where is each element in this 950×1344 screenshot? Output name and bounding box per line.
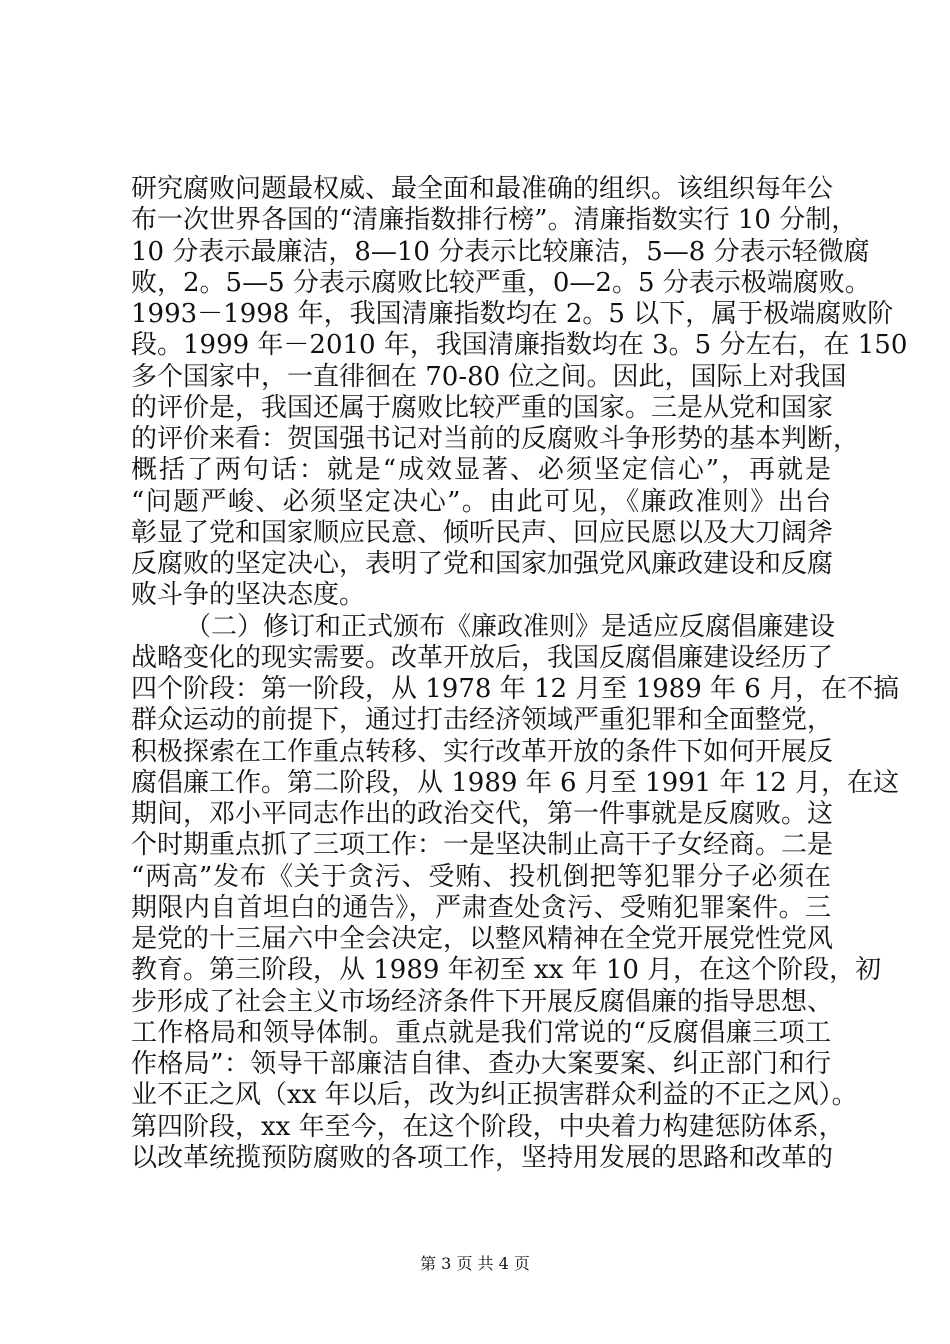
text-line: 期限内自首坦白的通告》，严肃查处贪污、受贿犯罪案件。三 [131, 892, 831, 923]
text-line: 研究腐败问题最权威、最全面和最准确的组织。该组织每年公 [131, 174, 834, 204]
text-line: 1993－1998 年，我国清廉指数均在 2。5 以下，属于极端腐败阶 [131, 299, 894, 329]
text-line: 败，2。5—5 分表示腐败比较严重，0—2。5 分表示极端腐败。 [131, 267, 871, 298]
text-line: 工作格局和领导体制。重点就是我们常说的“反腐倡廉三项工 [131, 1017, 831, 1048]
body-text [131, 174, 908, 1174]
text-line: 个时期重点抓了三项工作：一是坚决制止高干子女经商。二是 [131, 830, 834, 861]
text-line: 布一次世界各国的“清廉指数排行榜”。清廉指数实行 10 分制， [131, 205, 858, 236]
text-line: 概括了两句话：就是“成效显著、必须坚定信心”，再就是 [131, 455, 831, 486]
text-line: 群众运动的前提下，通过打击经济领域严重犯罪和全面整党， [131, 705, 834, 736]
text-line: 以改革统揽预防腐败的各项工作，坚持用发展的思路和改革的 [131, 1142, 834, 1173]
text-line: 段。1999 年－2010 年，我国清廉指数均在 3。5 分左右，在 150 [131, 330, 908, 361]
text-line: 步形成了社会主义市场经济条件下开展反腐倡廉的指导思想、 [131, 986, 834, 1017]
text-line: 第四阶段，xx 年至今，在这个阶段，中央着力构建惩防体系， [131, 1111, 845, 1142]
text-line: 10 分表示最廉洁，8—10 分表示比较廉洁，5—8 分表示轻微腐 [131, 236, 870, 267]
section-heading-line: （二）修订和正式颁布《廉政准则》是适应反腐倡廉建设 [185, 611, 836, 642]
text-line: 反腐败的坚定决心，表明了党和国家加强党风廉政建设和反腐 [131, 549, 834, 579]
text-line: 业不正之风（xx 年以后，改为纠正损害群众利益的不正之风）。 [131, 1080, 858, 1111]
text-line: 腐倡廉工作。第二阶段，从 1989 年 6 月至 1991 年 12 月，在这 [131, 767, 900, 798]
text-line: “问题严峻、必须坚定决心”。由此可见，《廉政准则》出台 [131, 486, 831, 517]
text-line: 积极探索在工作重点转移、实行改革开放的条件下如何开展反 [131, 736, 834, 767]
text-line: 彰显了党和国家顺应民意、倾听民声、回应民愿以及大刀阔斧 [131, 517, 834, 548]
page-number-footer: 第 3 页 共 4 页 [420, 1254, 530, 1273]
paragraph-end-line: 败斗争的坚决态度。 [131, 580, 366, 611]
text-line: 教育。第三阶段，从 1989 年初至 xx 年 10 月，在这个阶段，初 [131, 955, 882, 986]
text-line: 期间，邓小平同志作出的政治交代，第一件事就是反腐败。这 [131, 799, 834, 829]
text-line: 的评价来看：贺国强书记对当前的反腐败斗争形势的基本判断， [131, 424, 860, 454]
text-line: 的评价是，我国还属于腐败比较严重的国家。三是从党和国家 [131, 392, 834, 423]
text-line: 四个阶段：第一阶段，从 1978 年 12 月至 1989 年 6 月，在不搞 [131, 674, 900, 704]
text-line: “两高”发布《关于贪污、受贿、投机倒把等犯罪分子必须在 [131, 861, 831, 892]
text-line: 作格局”：领导干部廉洁自律、查办大案要案、纠正部门和行 [131, 1049, 831, 1079]
text-line: 战略变化的现实需要。改革开放后，我国反腐倡廉建设经历了 [131, 642, 834, 673]
text-line: 多个国家中，一直徘徊在 70-80 位之间。因此，国际上对我国 [131, 361, 847, 392]
text-line: 是党的十三届六中全会决定，以整风精神在全党开展党性党风 [131, 924, 834, 954]
